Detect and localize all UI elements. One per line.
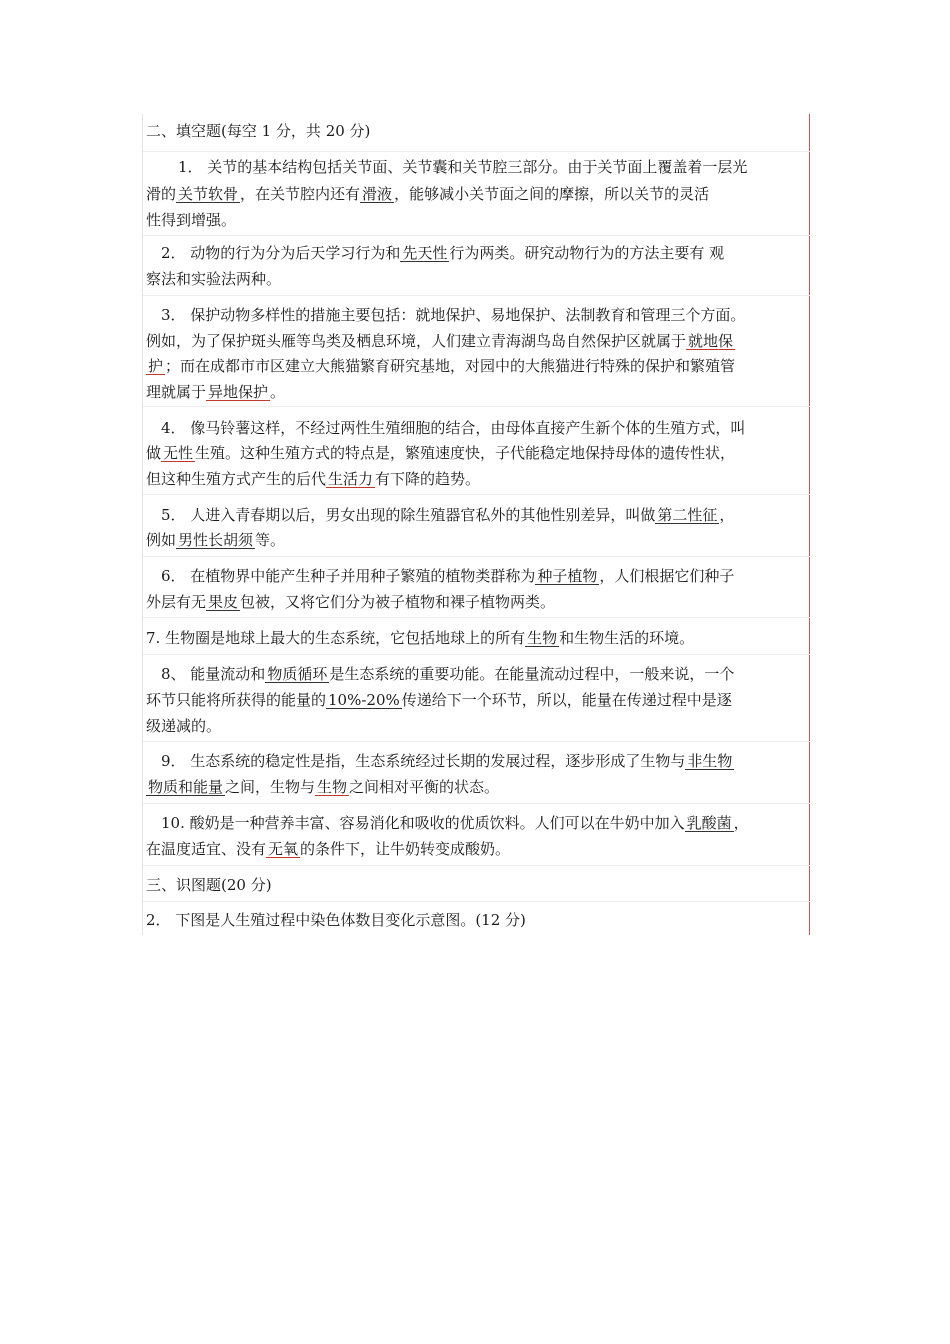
q1-line-3: 性得到增强。 — [146, 211, 237, 229]
divider — [143, 741, 810, 742]
q1-line-1: 1． 关节的基本结构包括关节面、关节囊和关节腔三部分。由于关节面上覆盖着一层光 — [178, 158, 748, 176]
q6-text: 6． 在植物界中能产生种子并用种子繁殖的植物类群称为 — [161, 567, 536, 585]
q10-answer-2: 无氧 — [268, 840, 299, 858]
q1-text: 滑的 — [146, 185, 177, 203]
q5-answer-2: 男性长胡须 — [178, 531, 254, 549]
divider — [143, 654, 810, 655]
q8-answer-1: 物质循环 — [267, 665, 328, 683]
q5-line-1 — [161, 506, 734, 524]
q10-line-1 — [161, 814, 749, 832]
divider — [143, 151, 810, 152]
q10-text: 在温度适宜、没有 — [146, 840, 267, 858]
q1-text: ，能够减小关节面之间的摩擦，所以关节的灵活 — [394, 185, 710, 203]
q4-line-3 — [146, 470, 480, 488]
q4-text: 有下降的趋势。 — [375, 470, 481, 488]
q7-line-1 — [146, 629, 694, 647]
q10-answer-1: 乳酸菌 — [686, 814, 732, 832]
q8-text: 是生态系统的重要功能。在能量流动过程中，一般来说，一个 — [329, 665, 735, 683]
q10-line-2 — [146, 840, 510, 858]
q4-line-1: 4． 像马铃薯这样，不经过两性生殖细胞的结合，由母体直接产生新个体的生殖方式，叫 — [161, 419, 746, 437]
q7-text: 7. 生物圈是地球上最大的生态系统，它包括地球上的所有 — [146, 629, 526, 647]
q2-answer-1: 先天性 — [402, 244, 448, 262]
q9-text: 之间，生物与 — [225, 778, 316, 796]
q8-line-1 — [161, 665, 734, 683]
q9-answer-2: 生物 — [317, 778, 348, 796]
q3-answer-1b: 护 — [148, 357, 164, 375]
q4-text: 做 — [146, 444, 162, 462]
q2-line-2: 察法和实验法两种。 — [146, 270, 282, 288]
q8-text: 8、 能量流动和 — [161, 665, 266, 683]
q3-text: 理就属于 — [146, 383, 207, 401]
q3-text: 。 — [270, 383, 286, 401]
divider — [143, 494, 810, 495]
divider — [143, 235, 810, 236]
q7-answer-1: 生物 — [527, 629, 558, 647]
divider — [143, 617, 810, 618]
q3-line-2 — [146, 332, 735, 350]
q6-text: ，人们根据它们种子 — [599, 567, 735, 585]
divider — [143, 556, 810, 557]
q9-answer-1b: 物质和能量 — [148, 778, 224, 796]
q10-text: 的条件下，让牛奶转变成酸奶。 — [300, 840, 511, 858]
q3-text: ；而在成都市市区建立大熊猫繁育研究基地，对园中的大熊猫进行特殊的保护和繁殖管 — [165, 357, 736, 375]
q2-text: 2． 动物的行为分为后天学习行为和 — [161, 244, 401, 262]
q8-text: 环节只能将所获得的能量的 — [146, 691, 327, 709]
q10-text: 10. 酸奶是一种营养丰富、容易消化和吸收的优质饮料。人们可以在牛奶中加入 — [161, 814, 685, 832]
q5-text: 等。 — [255, 531, 286, 549]
q2-line-1 — [161, 244, 724, 262]
q9-line-1 — [161, 752, 734, 770]
q9-text: 9． 生态系统的稳定性是指，生态系统经过长期的发展过程，逐步形成了生物与 — [161, 752, 686, 770]
q3-text: 例如，为了保护斑头雁等鸟类及栖息环境，人们建立青海湖鸟岛自然保护区就属于 — [146, 332, 687, 350]
q6-text: 包被，又将它们分为被子植物和裸子植物两类。 — [240, 593, 556, 611]
q4-answer-2: 生活力 — [328, 470, 374, 488]
q3-line-1: 3． 保护动物多样性的措施主要包括：就地保护、易地保护、法制教育和管理三个方面。 — [161, 306, 746, 324]
q3-answer-2: 异地保护 — [208, 383, 269, 401]
q9-answer-1a: 非生物 — [687, 752, 733, 770]
q6-answer-1: 种子植物 — [537, 567, 598, 585]
section-2-title: 二、填空题(每空 1 分，共 20 分) — [146, 122, 371, 140]
divider — [143, 295, 810, 296]
q6-text: 外层有无 — [146, 593, 207, 611]
divider — [143, 865, 810, 866]
q7-text: 和生物生活的环境。 — [559, 629, 695, 647]
q6-answer-2: 果皮 — [208, 593, 239, 611]
document-page — [142, 114, 810, 935]
q3-answer-1a: 就地保 — [688, 332, 734, 350]
q5-line-2 — [146, 531, 285, 549]
q3-line-4 — [146, 383, 285, 401]
q1-text: ，在关节腔内还有 — [240, 185, 361, 203]
q5-text: 例如 — [146, 531, 177, 549]
q3-line-3 — [146, 357, 735, 375]
divider — [143, 803, 810, 804]
q1-answer-1: 关节软骨 — [178, 185, 239, 203]
q6-line-2 — [146, 593, 555, 611]
q6-line-1 — [161, 567, 734, 585]
q4-answer-1: 无性 — [163, 444, 194, 462]
q5-text: ， — [719, 506, 735, 524]
q8-text: 传递给下一个环节，所以，能量在传递过程中是逐 — [401, 691, 732, 709]
divider — [143, 901, 810, 902]
q1-line-2 — [146, 185, 709, 203]
q8-line-2 — [146, 691, 732, 709]
q4-line-2 — [146, 444, 735, 462]
section-3-title: 三、识图题(20 分) — [146, 876, 272, 894]
q5-text: 5． 人进入青春期以后，男女出现的除生殖器官私外的其他性别差异，叫做 — [161, 506, 656, 524]
q9-line-2 — [146, 778, 499, 796]
section-3-q2: 2． 下图是人生殖过程中染色体数目变化示意图。(12 分) — [146, 911, 526, 929]
q1-answer-2: 滑液 — [362, 185, 393, 203]
q8-line-3: 级递减的。 — [146, 717, 222, 735]
q9-text: 之间相对平衡的状态。 — [349, 778, 500, 796]
q4-text: 但这种生殖方式产生的后代 — [146, 470, 327, 488]
q10-text: ， — [733, 814, 749, 832]
q5-answer-1: 第二性征 — [657, 506, 718, 524]
q2-text: 行为两类。研究动物行为的方法主要有 观 — [449, 244, 725, 262]
q8-answer-2: 10%-20% — [328, 691, 400, 709]
q4-text: 生殖。这种生殖方式的特点是，繁殖速度快，子代能稳定地保持母体的遗传性状， — [195, 444, 736, 462]
divider — [143, 406, 810, 407]
